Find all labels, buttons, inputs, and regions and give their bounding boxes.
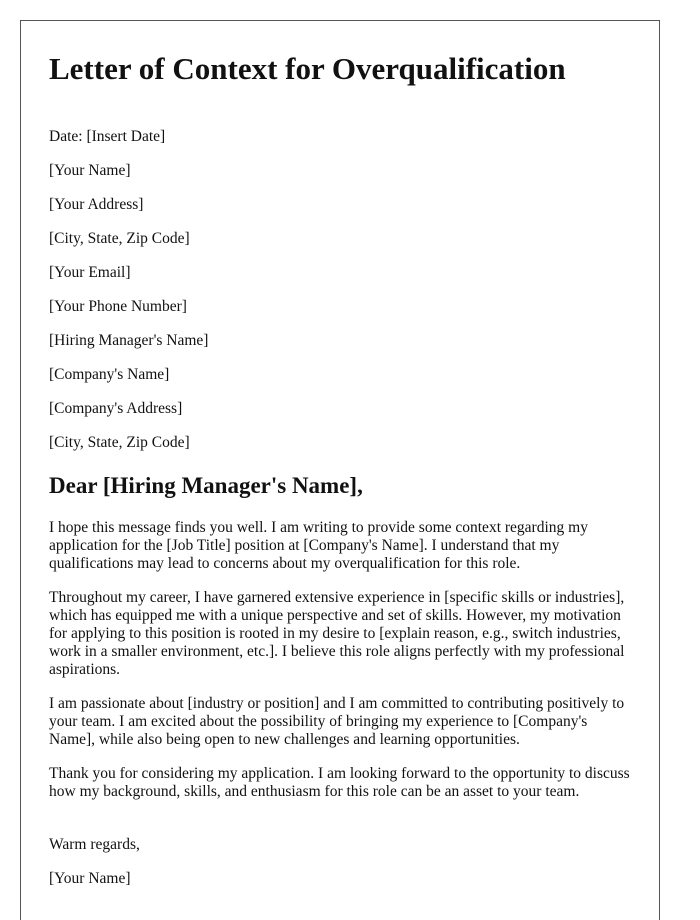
sender-city: [City, State, Zip Code] [49, 230, 190, 247]
body-paragraph: Thank you for considering my application. I am looking forward to the opportunity to discuss how my background, skills, and enthusiasm for this role can be an asset to your team. [49, 765, 630, 800]
sender-phone: [Your Phone Number] [49, 298, 187, 315]
salutation: Dear [Hiring Manager's Name], [49, 473, 363, 498]
recipient-name: [Hiring Manager's Name] [49, 332, 209, 349]
sender-address: [Your Address] [49, 196, 144, 213]
letter-page [20, 20, 660, 920]
body-paragraph: I am passionate about [industry or position] and I am committed to contributing positively to your team. I am excited about the possibility of bringing my experience to [Company's Name], while also being open to new challenges and learning opportunities. [49, 695, 625, 748]
body-paragraph: Throughout my career, I have garnered extensive experience in [specific skills or industries], which has equipped me with a unique perspective and set of skills. However, my motivation for applying to this position is rooted in my desire to [explain reason, e.g., switch industries, work in a smaller environment, etc.]. I believe this role aligns perfectly with my professional aspirations. [49, 589, 625, 678]
date-line: Date: [Insert Date] [49, 128, 166, 145]
closing: Warm regards, [49, 836, 140, 853]
body-paragraph: I hope this message finds you well. I am writing to provide some context regarding my application for the [Job Title] position at [Company's Name]. I understand that my qualifications may lead to concerns about my overqualification for this role. [49, 519, 588, 572]
recipient-city: [City, State, Zip Code] [49, 434, 190, 451]
signature: [Your Name] [49, 870, 131, 887]
page-title: Letter of Context for Overqualification [49, 51, 566, 86]
recipient-address: [Company's Address] [49, 400, 183, 417]
sender-name: [Your Name] [49, 162, 131, 179]
sender-email: [Your Email] [49, 264, 131, 281]
recipient-company: [Company's Name] [49, 366, 170, 383]
